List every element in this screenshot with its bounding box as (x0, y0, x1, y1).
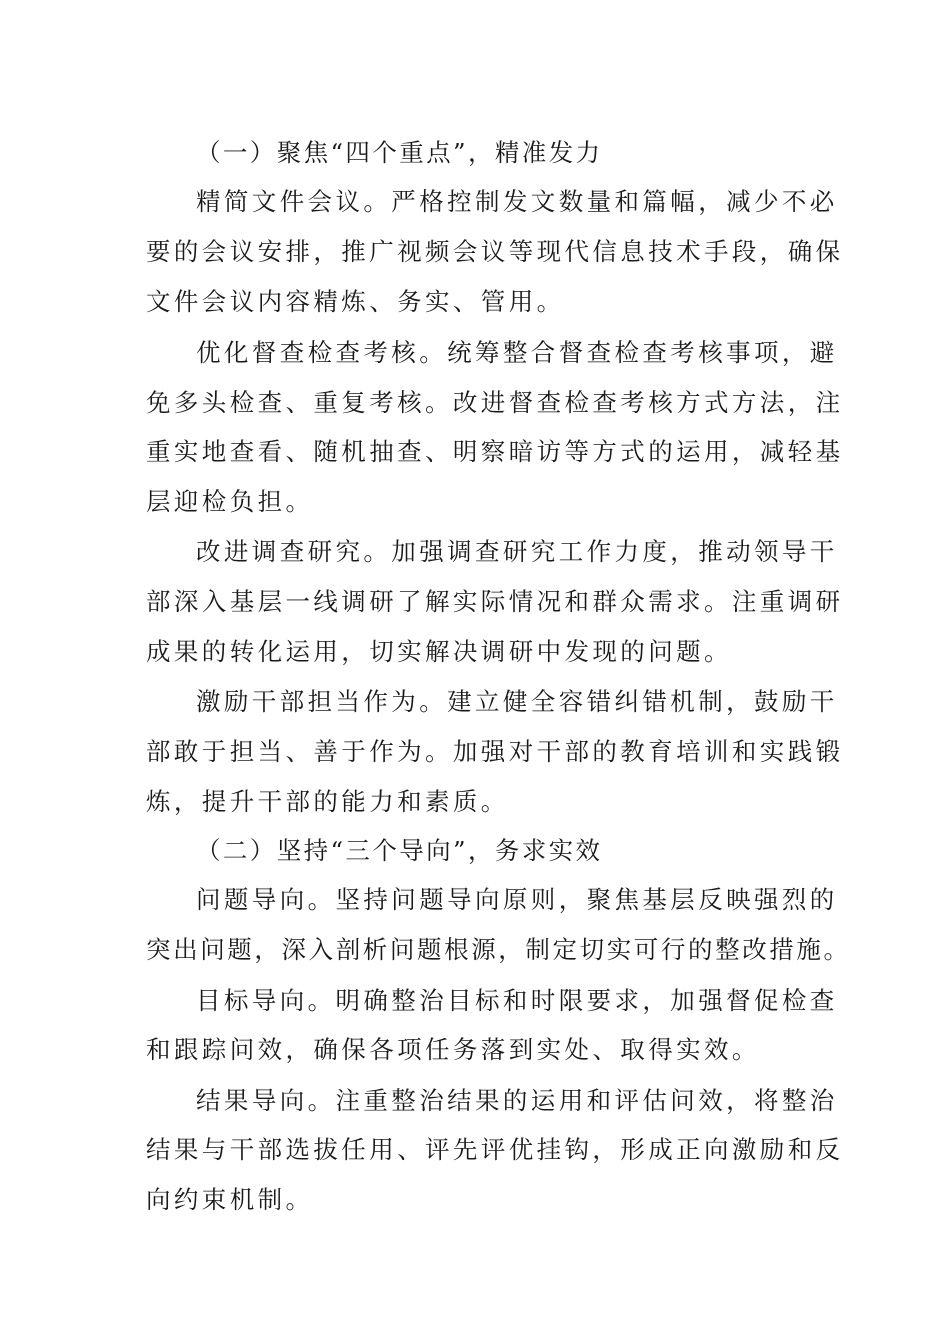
paragraph-line: 结果与干部选拔任用、评先评优挂钩，形成正向激励和反 (146, 1135, 844, 1164)
paragraph-line: 层迎检负担。 (146, 487, 314, 516)
paragraph-line: 成果的转化运用，切实解决调研中发现的问题。 (146, 637, 732, 666)
paragraph-line: 炼，提升干部的能力和素质。 (146, 787, 509, 816)
paragraph-line: 激励干部担当作为。建立健全容错纠错机制，鼓励干 (196, 687, 838, 716)
paragraph-line: 精简文件会议。严格控制发文数量和篇幅，减少不必 (196, 187, 838, 216)
paragraph-line: 突出问题，深入剖析问题根源，制定切实可行的整改措施。 (146, 935, 851, 964)
paragraph-line: 结果导向。注重整治结果的运用和评估问效，将整治 (196, 1086, 838, 1115)
paragraph-line: 优化督查检查考核。统筹整合督查检查考核事项，避 (196, 338, 838, 367)
paragraph-line: 文件会议内容精炼、务实、管用。 (146, 287, 565, 316)
paragraph-line: 部深入基层一线调研了解实际情况和群众需求。注重调研 (146, 587, 844, 616)
paragraph-line: 重实地查看、随机抽查、明察暗访等方式的运用，减轻基 (146, 437, 844, 466)
section-heading: （一）聚焦“四个重点”，精准发力 (196, 138, 603, 167)
paragraph-line: 部敢于担当、善于作为。加强对干部的教育培训和实践锻 (146, 737, 844, 766)
paragraph-line: 问题导向。坚持问题导向原则，聚焦基层反映强烈的 (196, 885, 838, 914)
paragraph-line: 向约束机制。 (146, 1185, 314, 1214)
paragraph-line: 和跟踪问效，确保各项任务落到实处、取得实效。 (146, 1035, 760, 1064)
paragraph-line: 目标导向。明确整治目标和时限要求，加强督促检查 (196, 986, 838, 1015)
paragraph-line: 免多头检查、重复考核。改进督查检查考核方式方法，注 (146, 388, 844, 417)
section-heading: （二）坚持“三个导向”，务求实效 (196, 836, 603, 865)
paragraph-line: 要的会议安排，推广视频会议等现代信息技术手段，确保 (146, 237, 844, 266)
paragraph-line: 改进调查研究。加强调查研究工作力度，推动领导干 (196, 537, 838, 566)
